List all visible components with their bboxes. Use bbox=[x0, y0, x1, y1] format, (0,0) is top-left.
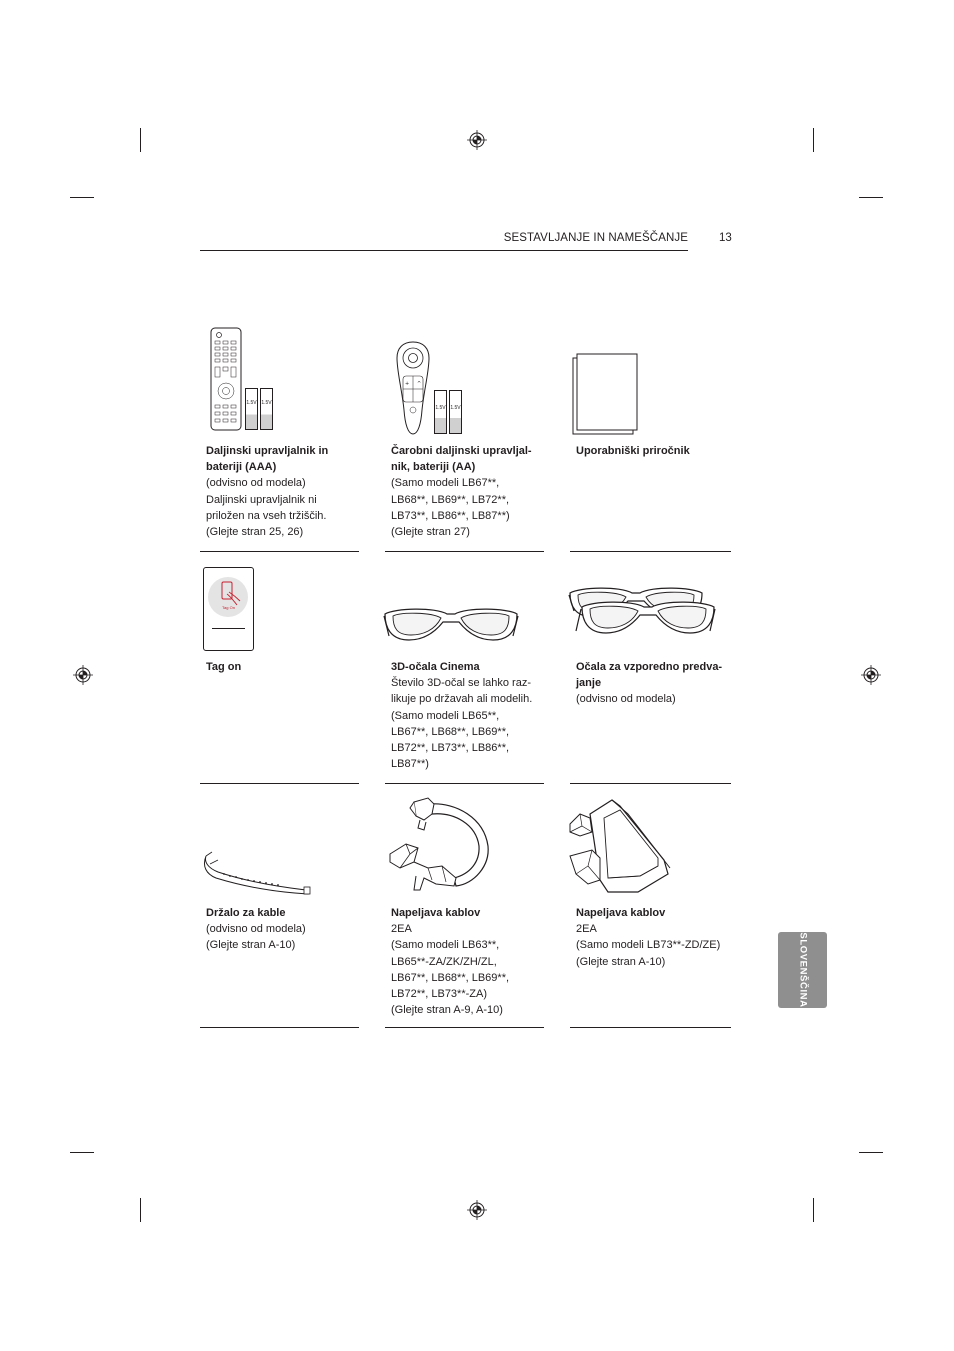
tag-on-card-label: Tag On bbox=[222, 605, 235, 610]
battery-label: 1.5V bbox=[435, 405, 446, 411]
battery-icon bbox=[434, 390, 447, 434]
user-manual-icon bbox=[572, 353, 640, 437]
battery-label: 1.5V bbox=[246, 400, 257, 406]
item-description: (odvisno od modela) bbox=[576, 693, 676, 706]
item-description: 2EA (Samo modeli LB73**-ZD/ZE) (Glejte stran A-10) bbox=[576, 923, 721, 968]
item-title: Držalo za kable bbox=[206, 907, 286, 919]
registration-mark-icon bbox=[467, 130, 487, 150]
item-title: 3D-očala Cinema bbox=[391, 661, 480, 673]
cell-divider bbox=[200, 551, 359, 552]
registration-mark-icon bbox=[467, 1200, 487, 1220]
item-tag-on bbox=[206, 659, 364, 675]
crop-mark bbox=[140, 128, 141, 152]
crop-mark bbox=[140, 1198, 141, 1222]
card-line bbox=[212, 628, 245, 629]
dual-play-glasses-icon bbox=[568, 583, 716, 639]
section-title: SESTAVLJANJE IN NAMEŠČANJE bbox=[503, 232, 688, 244]
item-description: (Samo modeli LB67**, LB68**, LB69**, LB72**, LB73**, LB86**, LB87**) (Glejte stran 27) bbox=[391, 477, 510, 539]
item-title: Čarobni daljinski upravljal- nik, bateriji (AA) bbox=[391, 445, 532, 474]
item-description: Število 3D-očal se lahko raz- likuje po državah ali modelih. (Samo modeli LB65**, LB67**, LB68**, LB69**, LB72**, LB73**, LB86**, LB87**) bbox=[391, 677, 533, 771]
cell-divider bbox=[570, 1027, 731, 1028]
svg-text:+: + bbox=[405, 381, 410, 387]
cell-divider bbox=[385, 1027, 544, 1028]
language-tab bbox=[778, 932, 827, 1008]
item-cable-holder bbox=[206, 905, 364, 954]
item-remote-control bbox=[206, 443, 364, 540]
item-title: Napeljava kablov bbox=[391, 907, 481, 919]
crop-mark bbox=[813, 1198, 814, 1222]
remote-control-icon bbox=[210, 327, 242, 431]
crop-mark bbox=[813, 128, 814, 152]
3d-glasses-icon bbox=[383, 600, 519, 644]
item-cable-management-ring bbox=[391, 905, 549, 1018]
registration-mark-icon bbox=[73, 665, 93, 685]
cell-divider bbox=[200, 1027, 359, 1028]
header-divider bbox=[200, 250, 688, 251]
item-title: Daljinski upravljalnik in bateriji (AAA) bbox=[206, 445, 329, 474]
item-cable-management-bracket bbox=[576, 905, 736, 970]
crop-mark bbox=[859, 197, 883, 198]
cable-management-clip-icon bbox=[384, 796, 494, 896]
svg-text:^: ^ bbox=[417, 381, 422, 387]
cell-divider bbox=[200, 783, 359, 784]
tag-on-card-icon bbox=[203, 567, 254, 651]
crop-mark bbox=[70, 1152, 94, 1153]
battery-label: 1.5V bbox=[450, 405, 461, 411]
item-title: Uporabniški priročnik bbox=[576, 445, 690, 457]
cable-management-clip-icon bbox=[568, 794, 674, 894]
battery-icon bbox=[245, 388, 258, 430]
crop-mark bbox=[70, 197, 94, 198]
battery-icon bbox=[449, 390, 462, 434]
language-tab-label: SLOVENŠČINA bbox=[797, 932, 808, 1008]
page-number: 13 bbox=[719, 232, 732, 244]
crop-mark bbox=[859, 1152, 883, 1153]
item-title: Tag on bbox=[206, 661, 242, 673]
item-magic-remote bbox=[391, 443, 549, 540]
item-title: Očala za vzporedno predva- janje bbox=[576, 661, 723, 690]
cell-divider bbox=[385, 551, 544, 552]
battery-icon bbox=[260, 388, 273, 430]
item-dual-play-glasses bbox=[576, 659, 734, 708]
item-description: (odvisno od modela) Daljinski upravljalnik ni priložen na vseh tržiščih. (Glejte stran 25, 26) bbox=[206, 477, 327, 539]
item-description: 2EA (Samo modeli LB63**, LB65**-ZA/ZK/ZH/ZL, LB67**, LB68**, LB69**, LB72**, LB73**-ZA) (Glejte stran A-9, A-10) bbox=[391, 923, 510, 1017]
item-description: (odvisno od modela) (Glejte stran A-10) bbox=[206, 923, 306, 952]
item-3d-glasses bbox=[391, 659, 549, 772]
cell-divider bbox=[570, 551, 731, 552]
cable-holder-icon bbox=[202, 850, 312, 896]
battery-label: 1.5V bbox=[261, 400, 272, 406]
item-user-manual bbox=[576, 443, 734, 459]
registration-mark-icon bbox=[861, 665, 881, 685]
magic-remote-icon bbox=[394, 340, 432, 436]
item-title: Napeljava kablov bbox=[576, 907, 666, 919]
phone-tap-icon bbox=[217, 581, 243, 607]
cell-divider bbox=[570, 783, 731, 784]
cell-divider bbox=[385, 783, 544, 784]
